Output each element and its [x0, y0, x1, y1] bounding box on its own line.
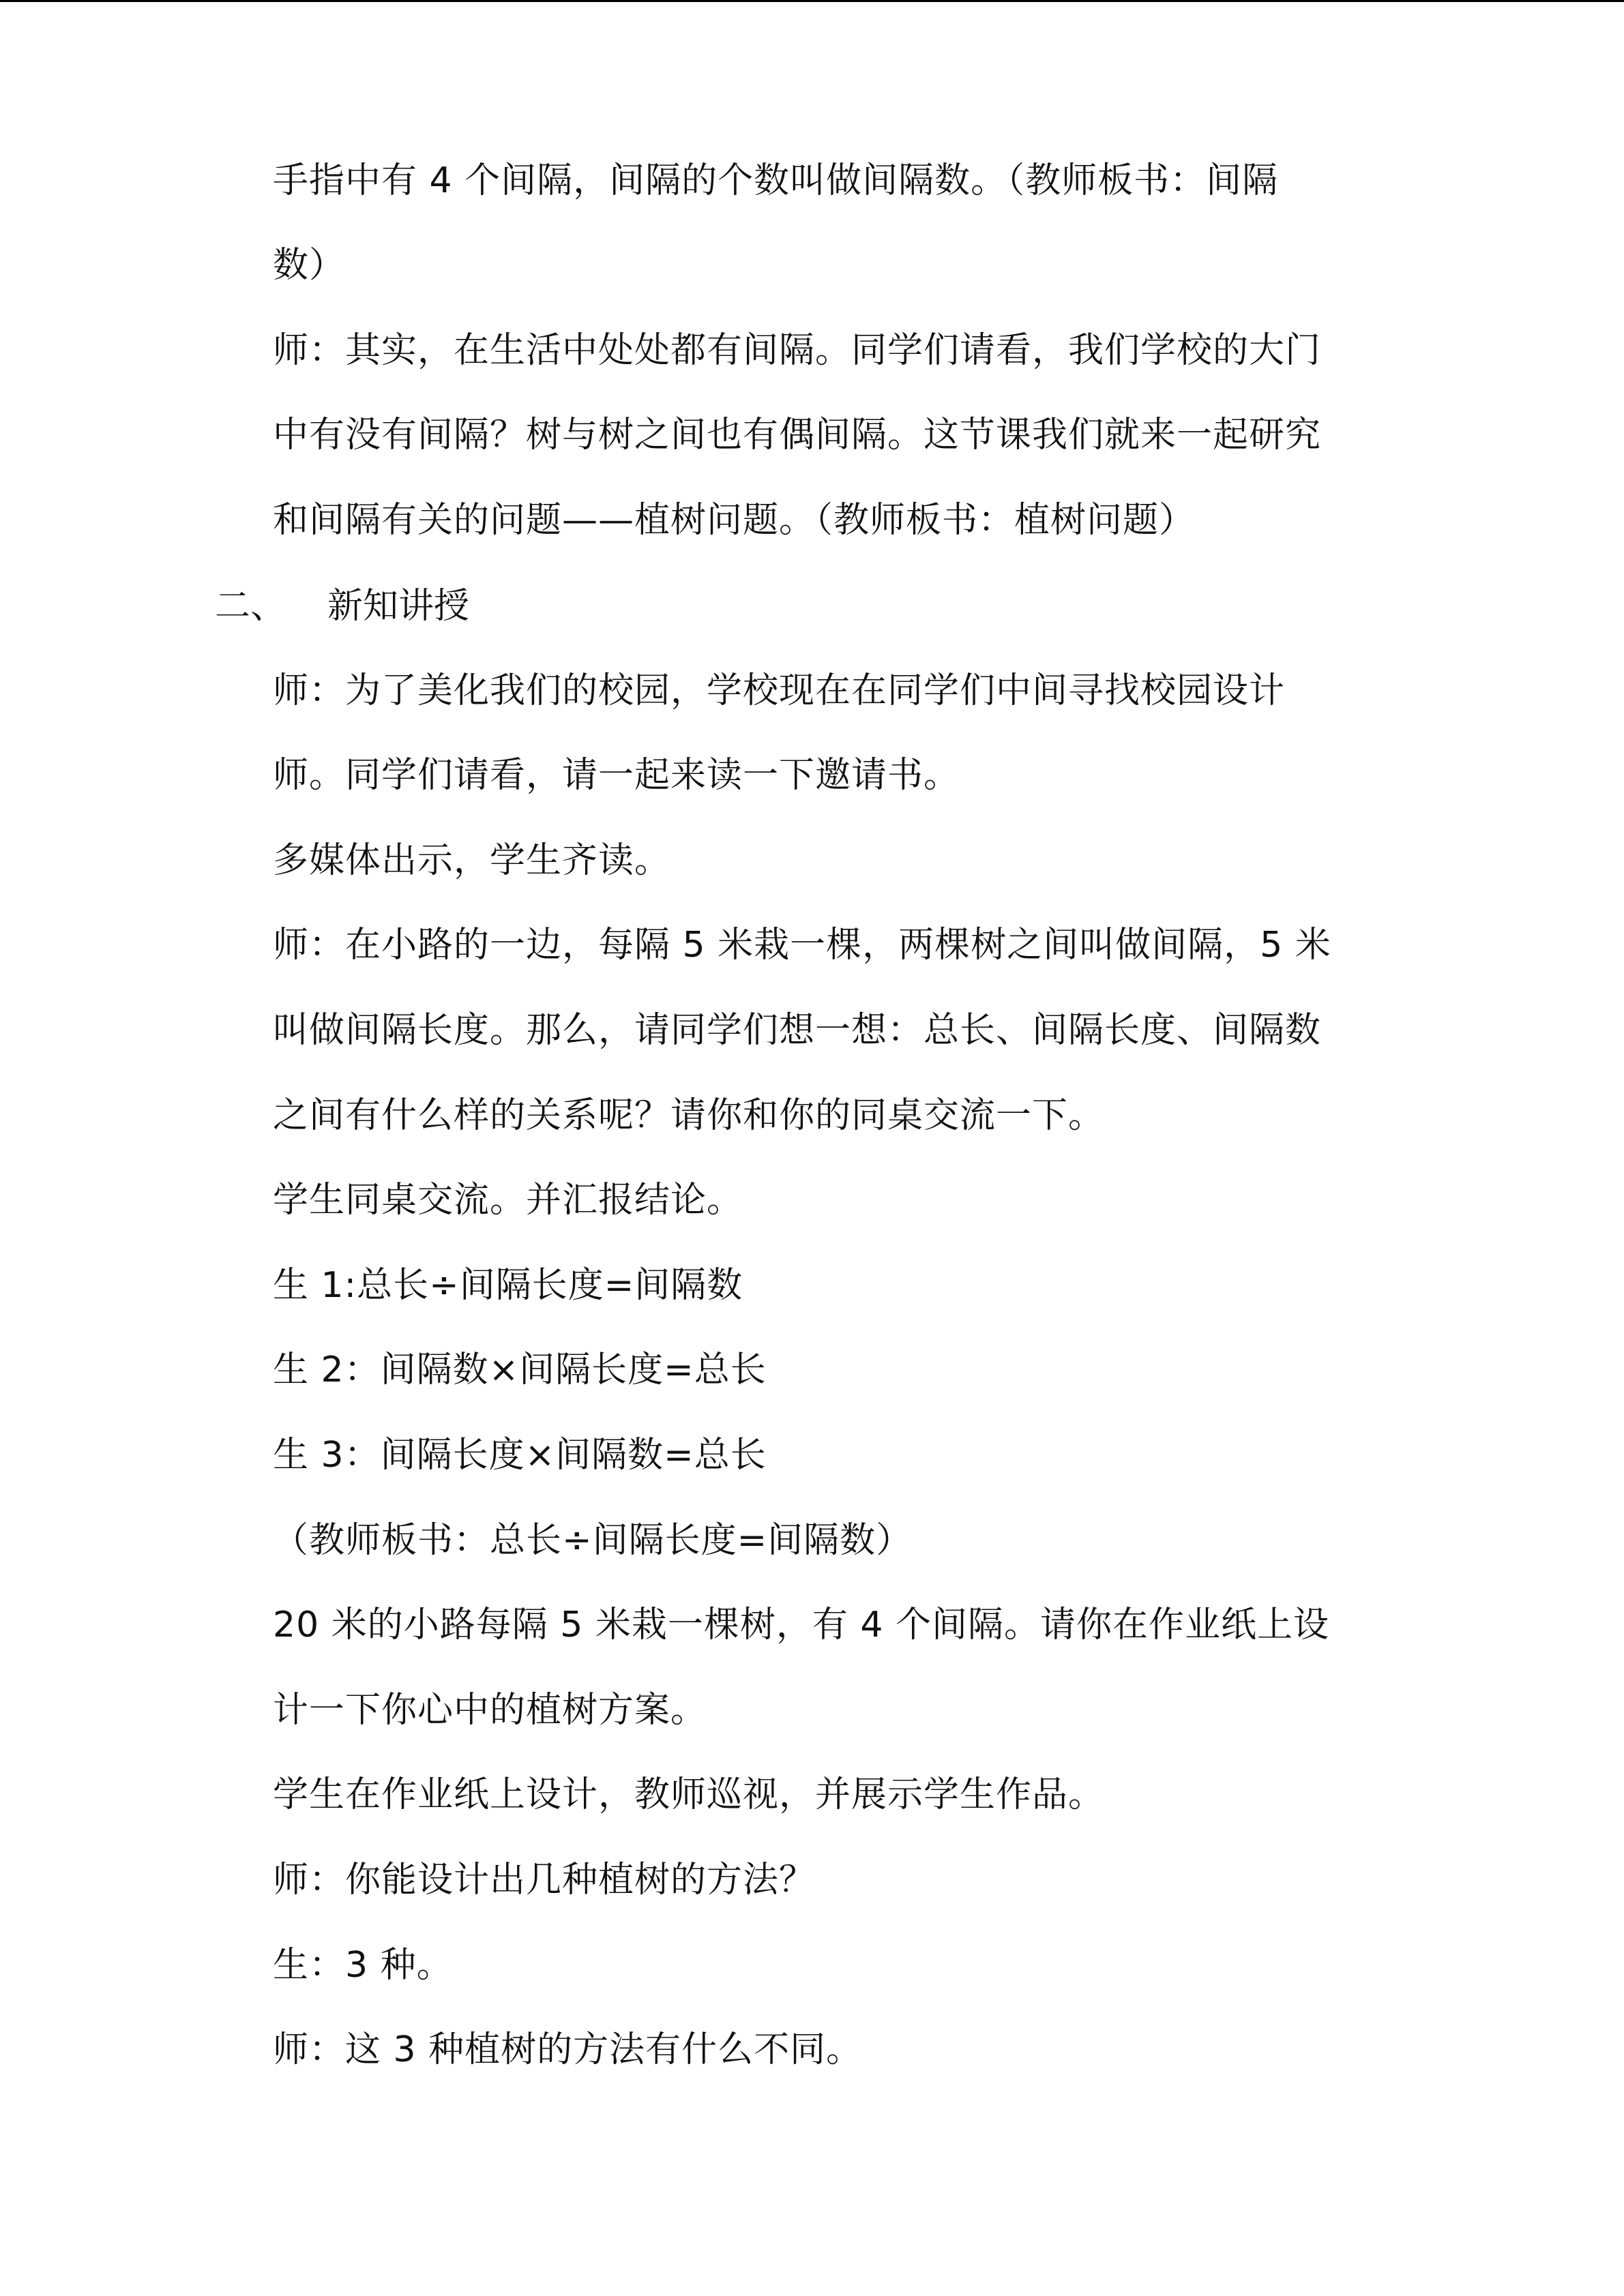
paragraph-line: 计一下你心中的植树方案。 [273, 1690, 707, 1731]
paragraph-line: 多媒体出示，学生齐读。 [273, 840, 671, 881]
section-number: 二、 [215, 586, 286, 627]
paragraph-line: 学生同桌交流。并汇报结论。 [273, 1180, 743, 1221]
paragraph-line: 叫做间隔长度。那么，请同学们想一想：总长、间隔长度、间隔数 [273, 1010, 1322, 1051]
paragraph-line: 生 1:总长÷间隔长度=间隔数 [273, 1265, 743, 1306]
paragraph-line: 生：3 种。 [273, 1945, 453, 1986]
paragraph-line: （教师板书：总长÷间隔长度=间隔数） [273, 1520, 913, 1561]
paragraph-line: 数） [273, 245, 346, 286]
paragraph-line: 之间有什么样的关系呢？请你和你的同桌交流一下。 [273, 1095, 1105, 1136]
paragraph-line: 生 3：间隔长度×间隔数=总长 [273, 1435, 767, 1476]
section-title: 新知讲授 [327, 586, 470, 627]
paragraph-line: 生 2：间隔数×间隔长度=总长 [273, 1350, 767, 1390]
paragraph-line: 师：这 3 种植树的方法有什么不同。 [273, 2029, 863, 2070]
paragraph-line: 师：在小路的一边，每隔 5 米栽一棵，两棵树之间叫做间隔，5 米 [273, 925, 1331, 966]
paragraph-line: 手指中有 4 个间隔，间隔的个数叫做间隔数。（教师板书：间隔 [273, 160, 1279, 201]
paragraph-line: 学生在作业纸上设计，教师巡视，并展示学生作品。 [273, 1774, 1105, 1815]
paragraph-line: 师：为了美化我们的校园，学校现在在同学们中间寻找校园设计 [273, 670, 1286, 711]
paragraph-line: 和间隔有关的问题——植树问题。（教师板书：植树问题） [273, 500, 1196, 541]
paragraph-line: 20 米的小路每隔 5 米栽一棵树，有 4 个间隔。请你在作业纸上设 [273, 1605, 1329, 1645]
paragraph-line: 师。同学们请看，请一起来读一下邀请书。 [273, 755, 960, 796]
paragraph-line: 中有没有间隔？树与树之间也有偶间隔。这节课我们就来一起研究 [273, 415, 1322, 456]
paragraph-line: 师：你能设计出几种植树的方法？ [273, 1860, 816, 1900]
paragraph-line: 师：其实，在生活中处处都有间隔。同学们请看，我们学校的大门 [273, 330, 1322, 371]
